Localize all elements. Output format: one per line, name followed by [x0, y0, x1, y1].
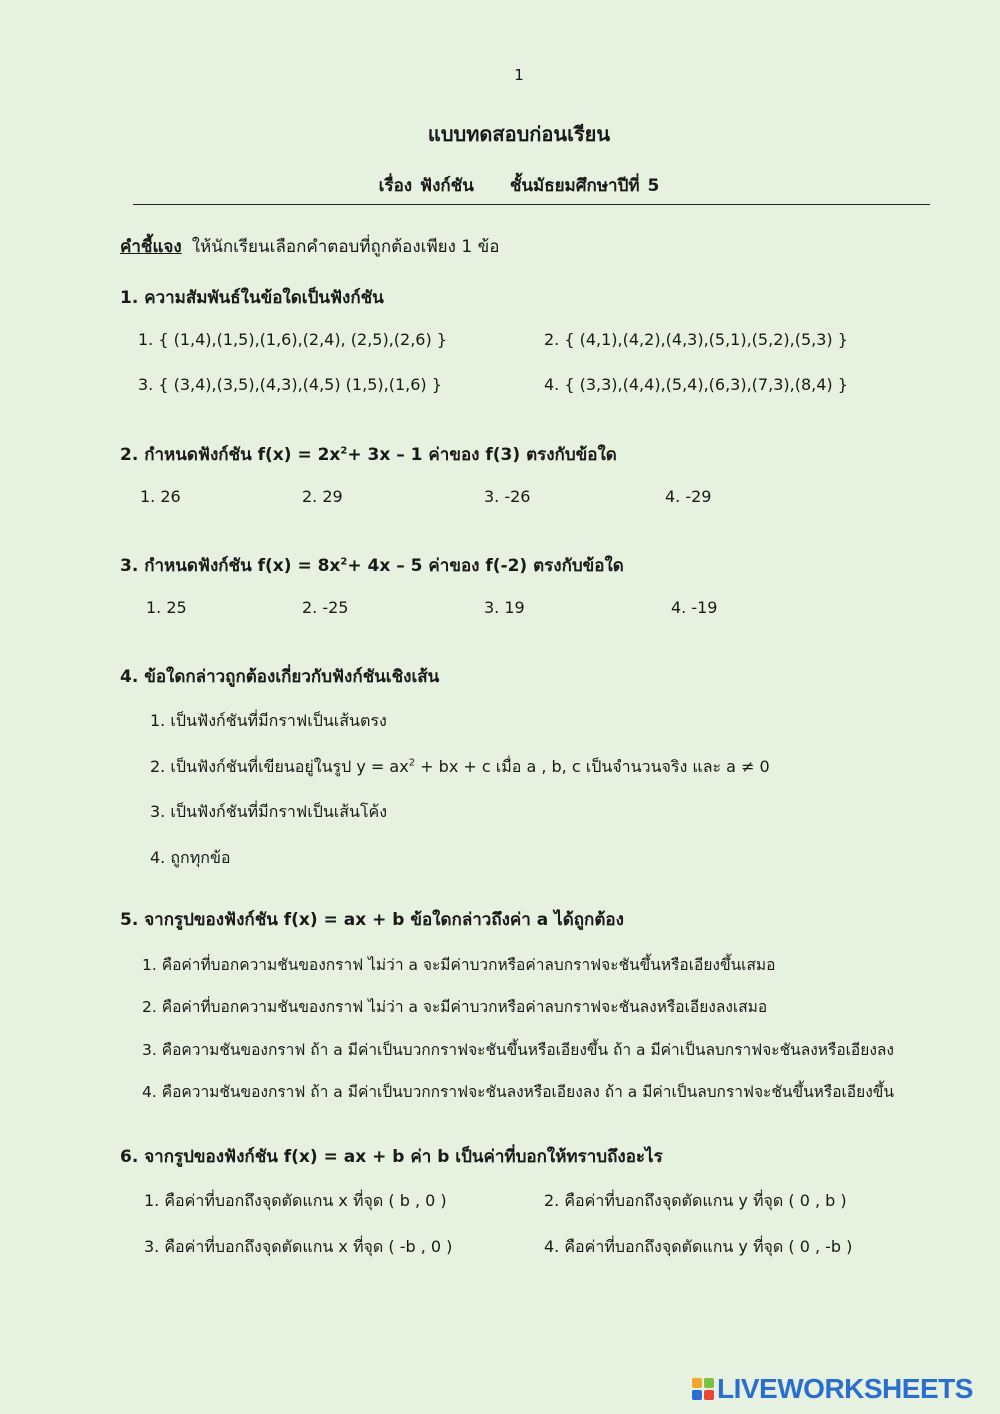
q2-text-post: + 3x – 1 ค่าของ f(3) ตรงกับข้อใด [347, 445, 617, 465]
q1-option-3[interactable]: 3. { (3,4),(3,5),(4,3),(4,5) (1,5),(1,6) } [138, 375, 442, 394]
topic-label: เรื่อง ฟังก์ชัน [378, 176, 474, 196]
logo-mark-icon [692, 1378, 714, 1400]
logo-mark-square [692, 1390, 702, 1400]
q2-option-4[interactable]: 4. -29 [665, 487, 712, 506]
question-3 [120, 552, 624, 579]
q3-exponent: 2 [340, 556, 348, 568]
q2-exponent: 2 [340, 445, 348, 457]
q2-option-2[interactable]: 2. 29 [302, 487, 343, 506]
question-2 [120, 441, 617, 468]
q6-option-1[interactable]: 1. คือค่าที่บอกถึงจุดตัดแกน x ที่จุด ( b , 0 ) [144, 1191, 447, 1210]
page-number: 1 [514, 66, 524, 84]
grade-label: ชั้นมัธยมศึกษาปีที่ 5 [509, 176, 660, 196]
question-4: 4. ข้อใดกล่าวถูกต้องเกี่ยวกับฟังก์ชันเชิงเส้น [120, 667, 440, 687]
q3-option-1[interactable]: 1. 25 [146, 598, 187, 617]
logo-mark-square [704, 1390, 714, 1400]
q5-option-1[interactable]: 1. คือค่าที่บอกความชันของกราฟ ไม่ว่า a จะมีค่าบวกหรือค่าลบกราฟจะชันขึ้นหรือเอียงขึ้นเสมอ [142, 956, 776, 974]
q4-option-3[interactable]: 3. เป็นฟังก์ชันที่มีกราฟเป็นเส้นโค้ง [150, 802, 388, 821]
question-1: 1. ความสัมพันธ์ในข้อใดเป็นฟังก์ชัน [120, 288, 384, 308]
q2-option-1[interactable]: 1. 26 [140, 487, 181, 506]
q6-option-2[interactable]: 2. คือค่าที่บอกถึงจุดตัดแกน y ที่จุด ( 0 , b ) [544, 1191, 847, 1210]
q2-option-3[interactable]: 3. -26 [484, 487, 531, 506]
q3-text-pre: 3. กำหนดฟังก์ชัน f(x) = 8x [120, 556, 341, 576]
logo-mark-square [704, 1378, 714, 1388]
q1-option-4[interactable]: 4. { (3,3),(4,4),(5,4),(6,3),(7,3),(8,4) } [544, 375, 848, 394]
q3-option-3[interactable]: 3. 19 [484, 598, 525, 617]
logo-text: LIVEWORKSHEETS [717, 1373, 973, 1404]
q6-option-3[interactable]: 3. คือค่าที่บอกถึงจุดตัดแกน x ที่จุด ( -b , 0 ) [144, 1237, 453, 1256]
question-6: 6. จากรูปของฟังก์ชัน f(x) = ax + b ค่า b เป็นค่าที่บอกให้ทราบถึงอะไร [120, 1147, 663, 1167]
q5-option-2[interactable]: 2. คือค่าที่บอกความชันของกราฟ ไม่ว่า a จะมีค่าบวกหรือค่าลบกราฟจะชันลงหรือเอียงลงเสมอ [142, 998, 768, 1016]
q4-option-1[interactable]: 1. เป็นฟังก์ชันที่มีกราฟเป็นเส้นตรง [150, 711, 387, 730]
q4-option-4[interactable]: 4. ถูกทุกข้อ [150, 848, 231, 867]
q6-option-4[interactable]: 4. คือค่าที่บอกถึงจุดตัดแกน y ที่จุด ( 0 , -b ) [544, 1237, 853, 1256]
question-5: 5. จากรูปของฟังก์ชัน f(x) = ax + b ข้อใดกล่าวถึงค่า a ได้ถูกต้อง [120, 910, 624, 930]
logo-mark-square [692, 1378, 702, 1388]
q3-option-4[interactable]: 4. -19 [671, 598, 718, 617]
q2-text-pre: 2. กำหนดฟังก์ชัน f(x) = 2x [120, 445, 341, 465]
q4-option-2-exponent: 2 [408, 757, 416, 769]
instruction-text: ให้นักเรียนเลือกคำตอบที่ถูกต้องเพียง 1 ข้อ [191, 237, 500, 257]
q4-option-2-pre: 2. เป็นฟังก์ชันที่เขียนอยู่ในรูป y = ax [150, 757, 409, 776]
q1-option-2[interactable]: 2. { (4,1),(4,2),(4,3),(5,1),(5,2),(5,3) } [544, 330, 848, 349]
q3-option-2[interactable]: 2. -25 [302, 598, 349, 617]
worksheet-subtitle [0, 172, 1000, 199]
instruction [120, 233, 499, 260]
q4-option-2[interactable] [150, 755, 770, 780]
q4-option-2-post: + bx + c เมื่อ a , b, c เป็นจำนวนจริง และ a ≠ 0 [415, 757, 770, 776]
q5-option-4[interactable]: 4. คือความชันของกราฟ ถ้า a มีค่าเป็นบวกกราฟจะชันลงหรือเอียงลง ถ้า a มีค่าเป็นลบกราฟจะชันขึ้นหรือเอียงขึ้น [142, 1083, 894, 1101]
q3-text-post: + 4x – 5 ค่าของ f(-2) ตรงกับข้อใด [347, 556, 624, 576]
liveworksheets-logo [692, 1374, 973, 1404]
q5-option-3[interactable]: 3. คือความชันของกราฟ ถ้า a มีค่าเป็นบวกกราฟจะชันขึ้นหรือเอียงขึ้น ถ้า a มีค่าเป็นลบกราฟจะชันลงหรือเอียงลง [142, 1041, 894, 1059]
header-divider [133, 204, 930, 205]
worksheet-title: แบบทดสอบก่อนเรียน [427, 122, 611, 146]
instruction-label: คำชี้แจง [120, 237, 182, 257]
q1-option-1[interactable]: 1. { (1,4),(1,5),(1,6),(2,4), (2,5),(2,6) } [138, 330, 447, 349]
